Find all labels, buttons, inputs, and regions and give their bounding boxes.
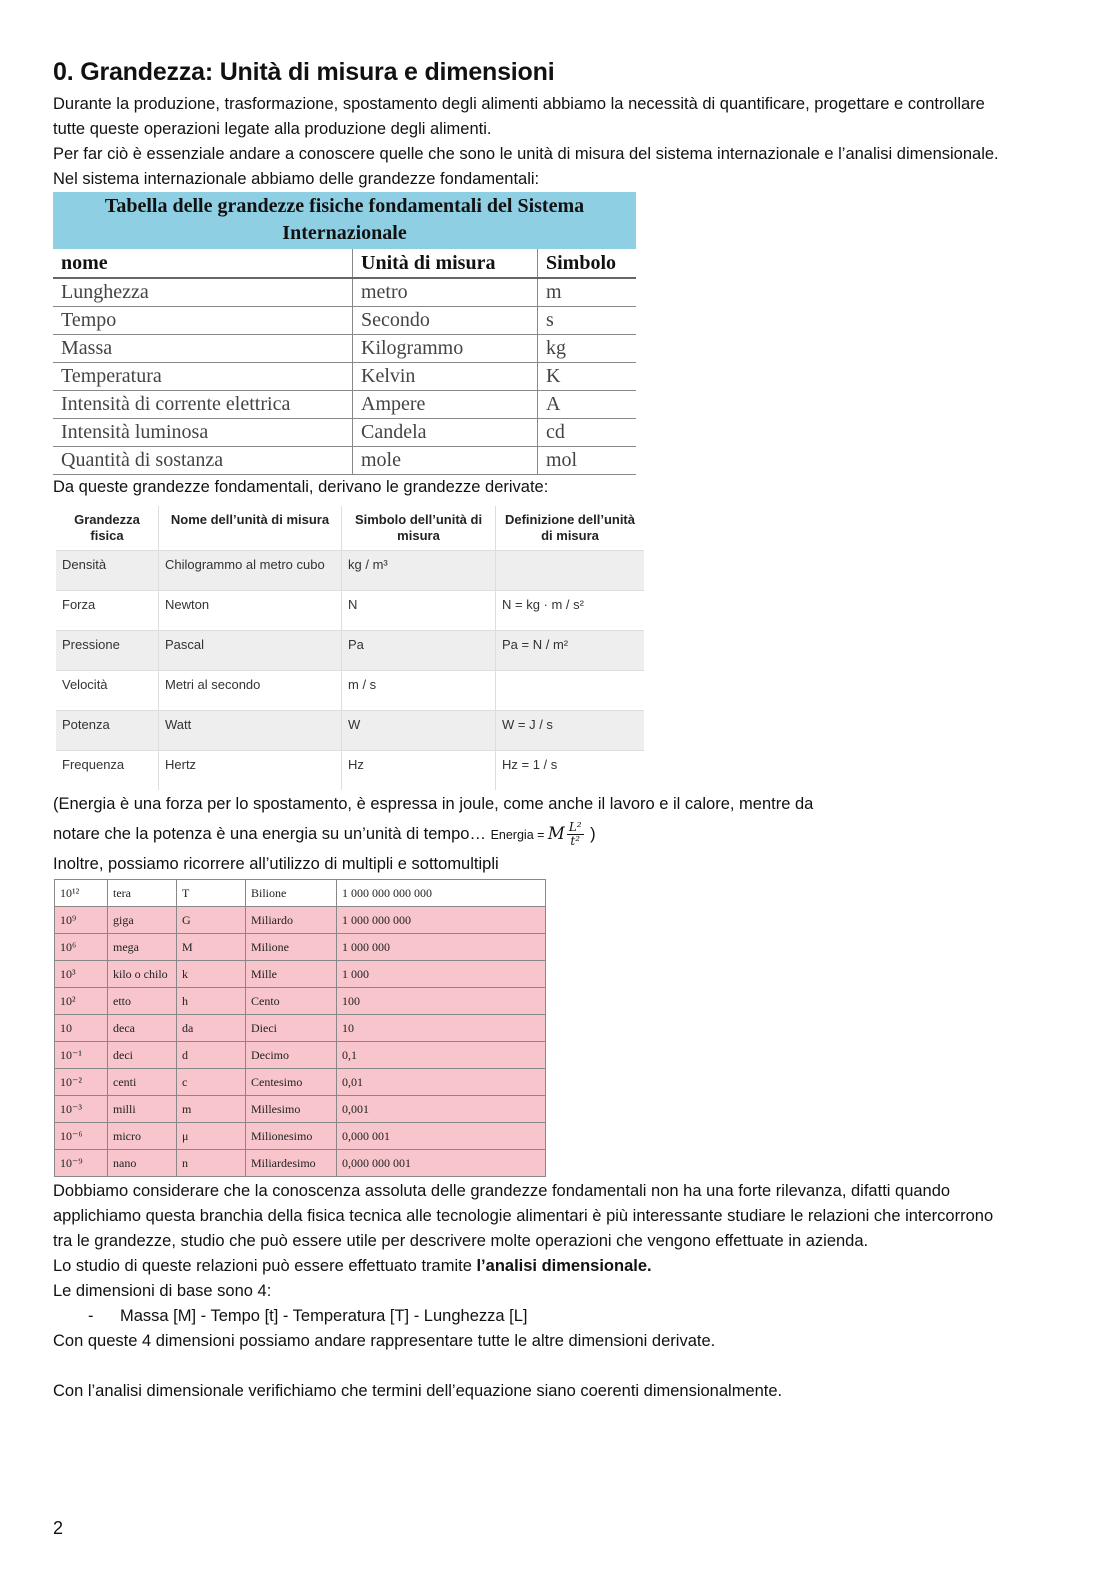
header-cell: Grandezza fisica: [74, 512, 140, 543]
page-number: 2: [53, 1518, 64, 1538]
table-cell: milli: [108, 1096, 177, 1123]
derived-quantities-table: [56, 506, 644, 790]
table-row: [55, 1123, 546, 1150]
table-row: [56, 751, 644, 791]
intro-paragraph-3: Nel sistema internazionale abbiamo delle grandezze fondamentali:: [53, 170, 540, 188]
table-row: [55, 1015, 546, 1042]
table-cell: Bilione: [246, 880, 337, 907]
table-cell: mole: [353, 447, 538, 475]
multiples-table: [54, 879, 546, 1177]
table-cell: 10⁻²: [55, 1069, 108, 1096]
table-row: [56, 711, 644, 751]
table-cell: Watt: [159, 711, 342, 751]
table-row: [55, 880, 546, 907]
table-cell: h: [177, 988, 246, 1015]
bullet-text: Massa [M] - Tempo [t] - Temperatura [T] - Lunghezza [L]: [120, 1307, 528, 1325]
table-row: [55, 961, 546, 988]
table-cell: W: [342, 711, 496, 751]
fundamental-quantities-table: [53, 192, 636, 475]
table-cell: Pascal: [159, 631, 342, 671]
table-cell: n: [177, 1150, 246, 1177]
table-row: [53, 278, 636, 307]
table-cell: 0,001: [337, 1096, 546, 1123]
table-row: [53, 447, 636, 475]
table-cell: Secondo: [353, 307, 538, 335]
table-cell: M: [177, 934, 246, 961]
table-cell: Mille: [246, 961, 337, 988]
table-cell: K: [538, 363, 637, 391]
table-cell: da: [177, 1015, 246, 1042]
energy-formula-M: M: [547, 824, 565, 843]
table-cell: Chilogrammo al metro cubo: [159, 551, 342, 591]
header-cell: nome: [53, 249, 353, 278]
table-cell: Quantità di sostanza: [53, 447, 353, 475]
table-cell: Frequenza: [56, 751, 159, 791]
table-cell: Miliardo: [246, 907, 337, 934]
table-cell: Temperatura: [53, 363, 353, 391]
table-cell: A: [538, 391, 637, 419]
table-cell: Centesimo: [246, 1069, 337, 1096]
table-cell: Candela: [353, 419, 538, 447]
table-cell: giga: [108, 907, 177, 934]
table-cell: cd: [538, 419, 637, 447]
table-cell: Milionesimo: [246, 1123, 337, 1150]
table-cell: 10⁻⁶: [55, 1123, 108, 1150]
table-row: [56, 631, 644, 671]
table-cell: Pa: [342, 631, 496, 671]
table-cell: Pressione: [56, 631, 159, 671]
table-cell: Ampere: [353, 391, 538, 419]
table-row: [53, 363, 636, 391]
bullet-dash: -: [88, 1307, 94, 1325]
relevance-paragraph: Dobbiamo considerare che la conoscenza assoluta delle grandezze fondamentali non ha una forte rilevanza, difatti quando applichiamo questa branchia della fisica tecnica alle tecnologie alimentari è più interessante studiare le relazioni che intercorrono tra le grandezze, studio che può essere utile per descrivere molte operazioni che vengono effettuate in azienda.: [53, 1182, 994, 1250]
table-cell: T: [177, 880, 246, 907]
table-cell: metro: [353, 278, 538, 307]
table-cell: Kelvin: [353, 363, 538, 391]
bullet-item: [53, 1304, 1013, 1329]
table-cell: Hz = 1 / s: [496, 751, 645, 791]
table-cell: nano: [108, 1150, 177, 1177]
table-cell: 100: [337, 988, 546, 1015]
table-cell: 10⁻⁹: [55, 1150, 108, 1177]
table-cell: Lunghezza: [53, 278, 353, 307]
table-cell: 10³: [55, 961, 108, 988]
table-cell: Hz: [342, 751, 496, 791]
table-cell: Decimo: [246, 1042, 337, 1069]
fundamental-table-header: [53, 249, 636, 278]
table-cell: Velocità: [56, 671, 159, 711]
table-cell: Metri al secondo: [159, 671, 342, 711]
table-cell: W = J / s: [496, 711, 645, 751]
table-cell: k: [177, 961, 246, 988]
section-title: 0. Grandezza: Unità di misura e dimensioni: [53, 58, 555, 86]
table-row: [56, 671, 644, 711]
table-cell: 0,000 000 001: [337, 1150, 546, 1177]
table-row: [55, 988, 546, 1015]
table-cell: Milione: [246, 934, 337, 961]
table-cell: mega: [108, 934, 177, 961]
derived-table-header: [56, 506, 644, 551]
intro-paragraph-2: Per far ciò è essenziale andare a conoscere quelle che sono le unità di misura del sistema internazionale e l’analisi dimensionale.: [53, 145, 999, 163]
table-cell: 0,01: [337, 1069, 546, 1096]
table-cell: Cento: [246, 988, 337, 1015]
table-row: [55, 1150, 546, 1177]
table-cell: 10⁶: [55, 934, 108, 961]
table-cell: Hertz: [159, 751, 342, 791]
table-cell: kg / m³: [342, 551, 496, 591]
table-cell: s: [538, 307, 637, 335]
multiples-intro: Inoltre, possiamo ricorrere all’utilizzo di multipli e sottomultipli: [53, 855, 499, 873]
analysis-bold: l’analisi dimensionale.: [476, 1257, 652, 1275]
table-cell: Newton: [159, 591, 342, 631]
table-cell: etto: [108, 988, 177, 1015]
table-cell: tera: [108, 880, 177, 907]
base-dimensions-paragraph: Le dimensioni di base sono 4:: [53, 1282, 272, 1300]
table-cell: N = kg · m / s²: [496, 591, 645, 631]
analysis-paragraph: [53, 1254, 1013, 1279]
table-cell: μ: [177, 1123, 246, 1150]
table-row: [53, 391, 636, 419]
table-cell: N: [342, 591, 496, 631]
header-cell: Nome dell’unità di misura: [159, 506, 342, 551]
table-row: [55, 1042, 546, 1069]
table-cell: Potenza: [56, 711, 159, 751]
analysis-text: Lo studio di queste relazioni può essere effettuato tramite: [53, 1257, 477, 1275]
header-cell: Unità di misura: [353, 249, 538, 278]
energy-note-line-1: (Energia è una forza per lo spostamento, è espressa in joule, come anche il lavoro e il calore, mentre da: [53, 795, 814, 813]
table-cell: deca: [108, 1015, 177, 1042]
table-cell: 10⁻³: [55, 1096, 108, 1123]
document-page: [53, 56, 1013, 1404]
table-cell: centi: [108, 1069, 177, 1096]
table-cell: [496, 551, 645, 591]
table-cell: Pa = N / m²: [496, 631, 645, 671]
verify-paragraph: Con l’analisi dimensionale verifichiamo che termini dell’equazione siano coerenti dimensionalmente.: [53, 1382, 783, 1400]
table-cell: mol: [538, 447, 637, 475]
table-cell: 1 000 000: [337, 934, 546, 961]
table-row: [53, 335, 636, 363]
table-row: [55, 934, 546, 961]
table-row: [53, 307, 636, 335]
table-cell: Intensità di corrente elettrica: [53, 391, 353, 419]
table-row: [56, 591, 644, 631]
table-cell: [496, 671, 645, 711]
table-cell: 10²: [55, 988, 108, 1015]
table-cell: 10¹²: [55, 880, 108, 907]
table-cell: kg: [538, 335, 637, 363]
table-cell: Kilogrammo: [353, 335, 538, 363]
table-cell: Miliardesimo: [246, 1150, 337, 1177]
table-row: [55, 907, 546, 934]
energy-note-text: notare che la potenza è una energia su un’unità di tempo…: [53, 825, 491, 843]
energy-label: Energia =: [490, 828, 548, 842]
energy-note-line-2: [53, 817, 1013, 852]
table-cell: Densità: [56, 551, 159, 591]
table-cell: 1 000 000 000: [337, 907, 546, 934]
table-cell: 10: [337, 1015, 546, 1042]
table-cell: 0,1: [337, 1042, 546, 1069]
table-row: [56, 551, 644, 591]
intro-paragraph-1: Durante la produzione, trasformazione, spostamento degli alimenti abbiamo la necessità di quantificare, progettare e controllare tutte queste operazioni legate alla produzione degli alimenti.: [53, 95, 985, 138]
table-cell: Massa: [53, 335, 353, 363]
table-cell: m / s: [342, 671, 496, 711]
table-cell: Forza: [56, 591, 159, 631]
table-cell: Millesimo: [246, 1096, 337, 1123]
energy-close: ): [585, 825, 596, 843]
derived-intro: Da queste grandezze fondamentali, derivano le grandezze derivate:: [53, 478, 549, 496]
table-row: [55, 1069, 546, 1096]
table-cell: m: [538, 278, 637, 307]
table-cell: m: [177, 1096, 246, 1123]
table-row: [53, 419, 636, 447]
four-dimensions-paragraph: Con queste 4 dimensioni possiamo andare rappresentare tutte le altre dimensioni derivate.: [53, 1332, 716, 1350]
table-cell: 1 000: [337, 961, 546, 988]
header-cell: Simbolo: [538, 249, 637, 278]
table-cell: 1 000 000 000 000: [337, 880, 546, 907]
energy-fraction: [567, 821, 584, 848]
table-cell: 0,000 001: [337, 1123, 546, 1150]
table-cell: kilo o chilo: [108, 961, 177, 988]
fraction-denominator: t²: [570, 834, 581, 849]
table-cell: Dieci: [246, 1015, 337, 1042]
table-cell: Intensità luminosa: [53, 419, 353, 447]
table-cell: 10⁻¹: [55, 1042, 108, 1069]
fundamental-table-caption: Tabella delle grandezze fisiche fondamentali del Sistema Internazionale: [53, 192, 636, 249]
table-row: [55, 1096, 546, 1123]
fraction-numerator: L²: [568, 820, 582, 835]
table-cell: deci: [108, 1042, 177, 1069]
header-cell: Simbolo dell’unità di misura: [342, 506, 496, 551]
header-cell: Definizione dell’unità di misura: [496, 506, 645, 551]
table-cell: Tempo: [53, 307, 353, 335]
table-cell: 10⁹: [55, 907, 108, 934]
spacer-line: [53, 1354, 1013, 1379]
table-cell: G: [177, 907, 246, 934]
table-cell: d: [177, 1042, 246, 1069]
table-cell: micro: [108, 1123, 177, 1150]
table-cell: 10: [55, 1015, 108, 1042]
table-cell: c: [177, 1069, 246, 1096]
